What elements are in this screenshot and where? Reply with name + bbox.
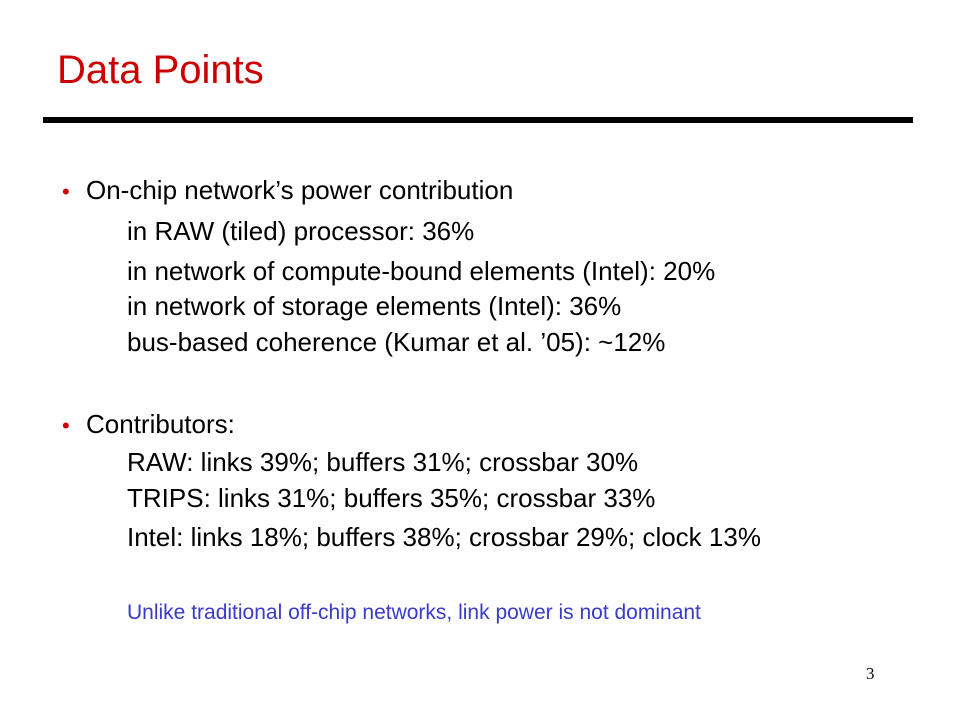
detail-line: in network of compute-bound elements (Intel): 20%	[127, 256, 716, 286]
title-divider	[43, 117, 913, 123]
section-heading: On-chip network’s power contribution	[86, 175, 514, 205]
bullet-item-power-contribution	[62, 174, 513, 208]
slide-title: Data Points	[57, 48, 264, 92]
bullet-icon: •	[62, 179, 70, 204]
detail-line: in RAW (tiled) processor: 36%	[127, 216, 475, 246]
detail-line: TRIPS: links 31%; buffers 35%; crossbar 33%	[127, 483, 656, 513]
detail-line: Intel: links 18%; buffers 38%; crossbar 29%; clock 13%	[127, 522, 761, 552]
bullet-icon: •	[62, 413, 70, 438]
page-number: 3	[866, 664, 875, 683]
detail-line: bus-based coherence (Kumar et al. ’05): ~12%	[127, 327, 666, 357]
detail-line: RAW: links 39%; buffers 31%; crossbar 30%	[127, 447, 639, 477]
detail-line: in network of storage elements (Intel): 36%	[127, 291, 622, 321]
bullet-item-contributors	[62, 408, 235, 442]
conclusion-note: Unlike traditional off-chip networks, link power is not dominant	[127, 601, 701, 624]
section-heading: Contributors:	[86, 409, 235, 439]
